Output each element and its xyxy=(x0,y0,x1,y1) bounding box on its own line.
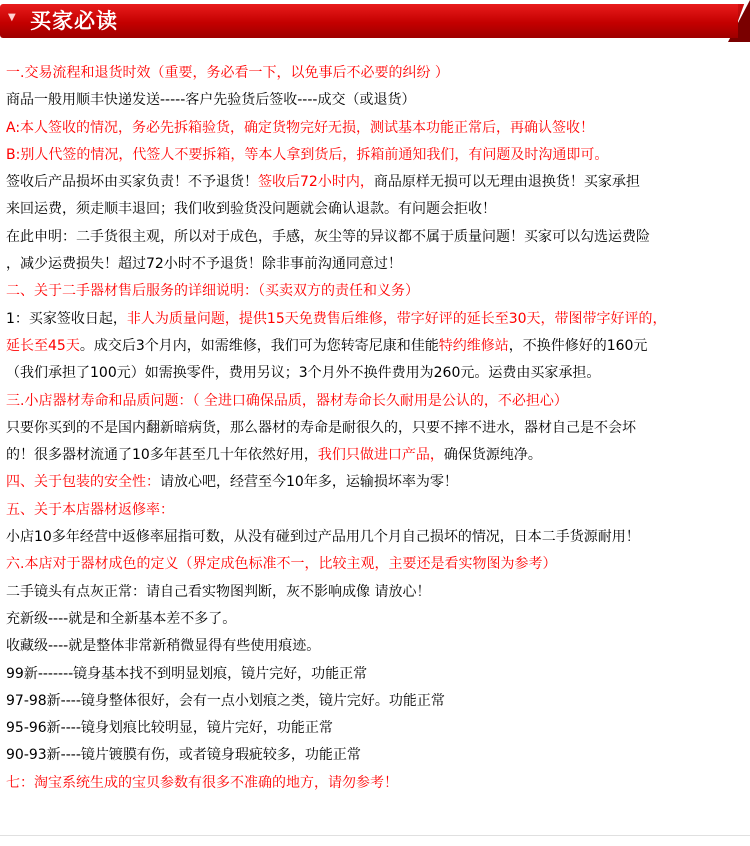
notice-line xyxy=(6,87,746,114)
highlighted-text: A:本人签收的情况，务必先拆箱验货，确定货物完好无损，测试基本功能正常后，再确认签收！ xyxy=(6,119,595,136)
notice-body xyxy=(6,60,746,797)
notice-line xyxy=(6,469,746,496)
notice-line xyxy=(6,360,746,387)
page-title: 买家必读 xyxy=(30,9,118,33)
body-text: 小店10多年经营中返修率屈指可数，从没有碰到过产品用几个月自己损坏的情况，日本二手货源耐用！ xyxy=(6,529,640,546)
body-text: ，不换件修好的160元 xyxy=(508,337,648,354)
highlighted-text: 延长至45天 xyxy=(6,337,80,354)
notice-line xyxy=(6,169,746,196)
body-text: 在此申明：二手货很主观，所以对于成色，手感，灰尘等的异议都不属于质量问题！买家可以勾选运费险 xyxy=(6,228,650,245)
notice-line xyxy=(6,551,746,578)
body-text: ，减少运费损失！超过72小时不予退货！除非事前沟通同意过！ xyxy=(6,256,402,273)
highlighted-text: B:别人代签的情况，代签人不要拆箱，等本人拿到货后，拆箱前通知我们，有问题及时沟通即可。 xyxy=(6,146,609,163)
notice-line xyxy=(6,633,746,660)
body-text: 。成交后3个月内，如需维修，我们可为您转寄尼康和佳能 xyxy=(79,337,439,354)
highlighted-text: 四、关于包装的安全性： xyxy=(6,474,160,491)
bottom-divider xyxy=(0,835,750,836)
body-text: 1：买家签收日起， xyxy=(6,310,127,327)
notice-line xyxy=(6,524,746,551)
notice-line xyxy=(6,415,746,442)
notice-line xyxy=(6,142,746,169)
highlighted-text: 一.交易流程和退货时效（重要，务必看一下，以免事后不必要的纠纷 ） xyxy=(6,65,449,81)
notice-line xyxy=(6,196,746,223)
body-text: 充新级----就是和全新基本差不多了。 xyxy=(6,610,237,627)
body-text: 来回运费，须走顺丰退回；我们收到验货没问题就会确认退款。有问题会拒收！ xyxy=(6,201,496,218)
notice-line xyxy=(6,715,746,742)
notice-line xyxy=(6,742,746,769)
highlighted-text: 三.小店器材寿命和品质问题：（ 全进口确保品质，器材寿命长久耐用是公认的，不必担心） xyxy=(6,392,568,409)
notice-line xyxy=(6,278,746,305)
highlighted-text: 非人为质量问题，提供15天免费售后维修，带字好评的延长至30天，带图带字好评的， xyxy=(126,310,667,327)
notice-line xyxy=(6,251,746,278)
notice-line xyxy=(6,333,746,360)
notice-line xyxy=(6,688,746,715)
highlighted-text: 二、关于二手器材售后服务的详细说明：（买卖双方的责任和义务） xyxy=(6,283,419,300)
notice-line xyxy=(6,442,746,469)
notice-line xyxy=(6,115,746,142)
highlighted-text: 签收后72小时内， xyxy=(258,174,374,191)
notice-line xyxy=(6,770,746,797)
highlighted-text: 五、关于本店器材返修率： xyxy=(6,501,174,518)
notice-line xyxy=(6,497,746,524)
body-text: 97-98新----镜身整体很好，会有一点小划痕之类，镜片完好。功能正常 xyxy=(6,692,445,709)
notice-line xyxy=(6,388,746,415)
highlighted-text: 七：淘宝系统生成的宝贝参数有很多不准确的地方，请勿参考！ xyxy=(6,774,398,791)
body-text: 只要你买到的不是国内翻新暗病货，那么器材的寿命是耐很久的，只要不摔不进水，器材自己是不会坏 xyxy=(6,419,636,436)
body-text: 二手镜头有点灰正常：请自己看实物图判断，灰不影响成像 请放心！ xyxy=(6,583,431,600)
body-text: 的！很多器材流通了10多年甚至几十年依然好用， xyxy=(6,447,318,464)
body-text: 商品原样无损可以无理由退换货！买家承担 xyxy=(373,174,640,191)
body-text: 请放心吧，经营至今10年多，运输损坏率为零！ xyxy=(160,474,458,491)
notice-line xyxy=(6,306,746,333)
highlighted-text: 特约维修站 xyxy=(438,337,509,354)
notice-line xyxy=(6,606,746,633)
body-text: 95-96新----镜身划痕比较明显，镜片完好，功能正常 xyxy=(6,720,333,737)
notice-line xyxy=(6,661,746,688)
body-text: 确保货源纯净。 xyxy=(443,447,542,464)
highlighted-text: 我们只做进口产品， xyxy=(317,447,444,464)
chevron-down-icon: ▼ xyxy=(8,12,16,23)
body-text: 90-93新----镜片镀膜有伤，或者镜身瑕疵较多，功能正常 xyxy=(6,747,361,764)
body-text: （我们承担了100元）如需换零件，费用另议；3个月外不换件费用为260元。运费由买家承担。 xyxy=(6,365,601,382)
body-text: 99新-------镜身基本找不到明显划痕，镜片完好，功能正常 xyxy=(6,665,368,682)
body-text: 商品一般用顺丰快递发送-----客户先验货后签收----成交（或退货） xyxy=(6,92,416,109)
body-text: 收藏级----就是整体非常新稍微显得有些使用痕迹。 xyxy=(6,638,321,655)
notice-line xyxy=(6,224,746,251)
notice-line xyxy=(6,579,746,606)
header-banner xyxy=(0,0,750,42)
notice-line xyxy=(6,60,746,87)
highlighted-text: 六.本店对于器材成色的定义（界定成色标准不一，比较主观，主要还是看实物图为参考） xyxy=(6,556,557,573)
body-text: 签收后产品损坏由买家负责！不予退货！ xyxy=(6,174,258,191)
